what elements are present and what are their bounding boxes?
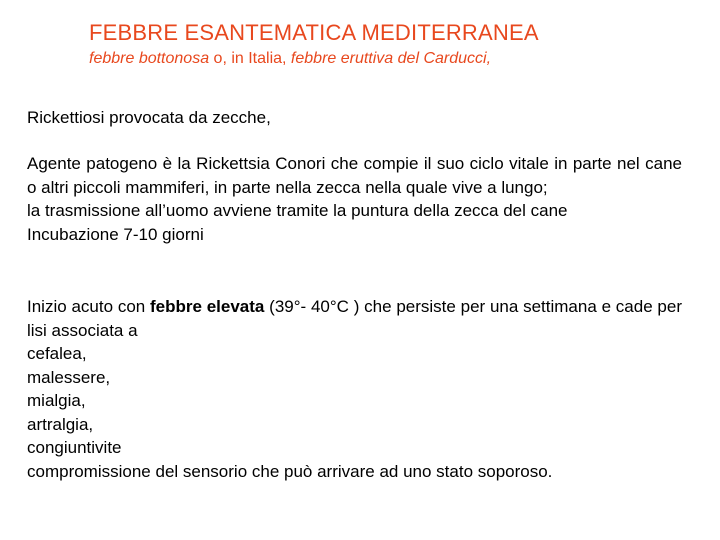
paragraph-symptoms xyxy=(27,295,682,483)
subtitle-part-1: febbre bottonosa xyxy=(89,50,210,67)
symptom-item: malessere, xyxy=(27,367,111,387)
final-text: compromissione del sensorio che può arrivare ad uno stato soporoso. xyxy=(27,461,553,481)
slide-title: FEBBRE ESANTEMATICA MEDITERRANEA xyxy=(89,20,539,45)
subtitle-part-3: febbre eruttiva del Carducci, xyxy=(290,50,492,67)
intro-text xyxy=(27,295,682,342)
symptom-item: cefalea, xyxy=(27,344,87,363)
intro-bold: febbre elevata xyxy=(150,297,265,316)
transmission-text: la trasmissione all’uomo avviene tramite la puntura della zecca del cane xyxy=(27,201,568,220)
symptom-item: mialgia, xyxy=(27,391,86,410)
symptom-item: artralgia, xyxy=(27,414,94,434)
intro-end: (39°- 40°C ) che persiste per una settimana e cade per lisi associata a xyxy=(27,297,682,340)
paragraph-agent xyxy=(27,152,682,246)
agent-text: Agente patogeno è la Rickettsia Conori che compie il suo ciclo vitale in parte nel cane o altri piccoli mammiferi, in parte nella zecca nella quale vive a lungo; xyxy=(27,154,682,197)
incubation-text: Incubazione 7-10 giorni xyxy=(27,224,204,244)
paragraph-rickettiosi: Rickettiosi provocata da zecche, xyxy=(27,108,271,127)
symptom-item: congiuntivite xyxy=(27,438,122,457)
intro-start: Inizio acuto con xyxy=(27,297,150,316)
subtitle-part-2: o, in Italia, xyxy=(209,50,291,67)
slide-subtitle xyxy=(89,50,491,68)
